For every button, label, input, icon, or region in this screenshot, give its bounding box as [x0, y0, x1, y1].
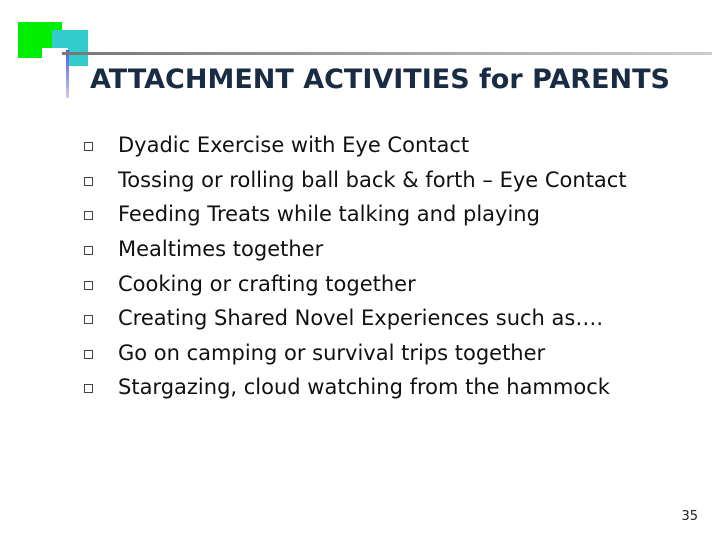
- slide-title: ATTACHMENT ACTIVITIES for PARENTS: [90, 64, 670, 95]
- decor-horizontal-rule: [62, 52, 712, 55]
- square-bullet-icon: [84, 177, 93, 186]
- square-bullet-icon: [84, 246, 93, 255]
- bullet-item: [84, 232, 627, 267]
- bullet-text: Dyadic Exercise with Eye Contact: [118, 133, 470, 158]
- square-bullet-icon: [84, 211, 93, 220]
- bullet-item: [84, 128, 627, 163]
- bullet-text: Mealtimes together: [118, 237, 324, 262]
- page-number: 35: [681, 509, 698, 524]
- bullet-text: Feeding Treats while talking and playing: [118, 202, 540, 227]
- decor-vertical-line: [66, 50, 69, 98]
- bullet-list: [84, 128, 627, 405]
- square-bullet-icon: [84, 384, 93, 393]
- bullet-item: [84, 301, 627, 336]
- bullet-text: Cooking or crafting together: [118, 271, 416, 296]
- square-bullet-icon: [84, 350, 93, 359]
- bullet-text: Tossing or rolling ball back & forth – Eye Contact: [118, 167, 627, 192]
- bullet-item: [84, 163, 627, 198]
- square-bullet-icon: [84, 315, 93, 324]
- bullet-item: [84, 197, 627, 232]
- bullet-item: [84, 266, 627, 301]
- bullet-item: [84, 370, 627, 405]
- bullet-item: [84, 336, 627, 371]
- square-bullet-icon: [84, 142, 93, 151]
- bullet-text: Stargazing, cloud watching from the hammock: [118, 375, 610, 400]
- bullet-text: Go on camping or survival trips together: [118, 340, 546, 365]
- square-bullet-icon: [84, 281, 93, 290]
- bullet-text: Creating Shared Novel Experiences such as….: [118, 306, 604, 331]
